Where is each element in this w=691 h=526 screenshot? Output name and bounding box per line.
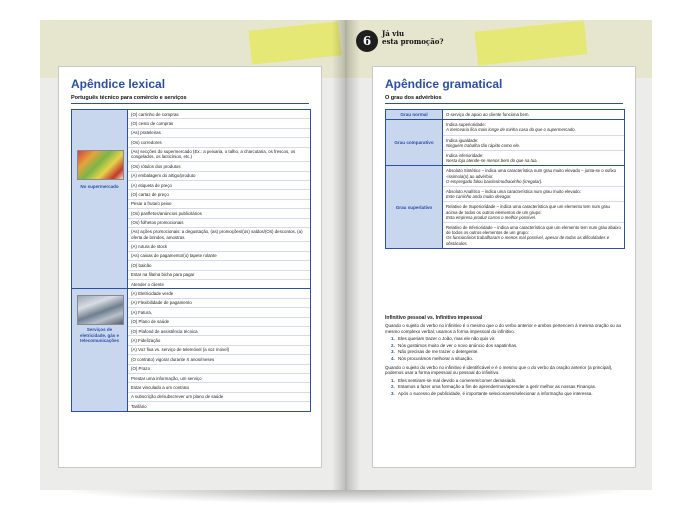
item-number: 1. [391, 377, 395, 383]
grammar-row [386, 110, 624, 120]
rule-text: O serviço de apoio ao cliente funciona bem. [446, 112, 530, 117]
grammar-cells [443, 120, 624, 165]
chapter-title [382, 30, 444, 46]
list-item: (Os) rótulos dos produtos [128, 162, 310, 171]
left-page [40, 20, 346, 490]
list-item: (O) cesto de compras [128, 119, 310, 128]
rule-text: Relativo de Inferioridade – indica uma característica que um elemento tem num grau abaixo de todos os outros elementos de um grupo: [446, 225, 621, 236]
title-rule [385, 103, 623, 104]
list-item: (O) cartaz de preço [128, 190, 310, 199]
example-text: Este carrinho anda muito devagar. [446, 194, 512, 200]
vocab-section-supermarket [72, 110, 310, 289]
grammar-cell [443, 166, 624, 187]
grammar-cell [443, 187, 624, 202]
list-item: A subscrição de/subscrever um plano de saúde [128, 393, 310, 402]
item-text: Nós procurámos melhorar a situação. [398, 355, 474, 361]
numbered-item [391, 356, 623, 362]
grammar-cell [443, 223, 624, 248]
grammar-row-label: Grau normal [386, 110, 443, 119]
section-label-cell [72, 289, 128, 410]
example-text: A mercearia fica mais longe de minha casa do que o supermercado. [446, 127, 576, 133]
item-number: 3. [391, 390, 395, 396]
chapter-title-line: esta promoção? [382, 37, 444, 46]
example-text: Ninguém trabalha tão rápido como ele. [446, 142, 521, 148]
numbered-item [391, 336, 623, 342]
chapter-number-badge: 6 [356, 30, 378, 52]
item-number: 3. [391, 349, 395, 355]
numbered-item [391, 349, 623, 355]
rule-text: Indica igualdade: [446, 137, 479, 143]
page-subtitle: O grau dos advérbios [385, 95, 442, 101]
section-label: Serviços de eletricidade, gás e telecomunicações [79, 327, 120, 344]
section-heading: Infinitivo pessoal vs. Infinitivo impessoal [385, 315, 483, 321]
rule-text: Relativo de Superioridade – indica uma característica que um elemento tem num grau acima de todos os outros elementos de um grupo: [446, 204, 610, 215]
item-number: 2. [391, 342, 395, 348]
numbered-item [391, 384, 623, 390]
list-item: (A) Flexibilidade de pagamento [128, 299, 310, 308]
vocabulary-table [71, 109, 311, 412]
rule-text: Absoluto Sintético – indica uma característica num grau muito elevado – junta-se o sufixo -íssimo/a(s) ao advérbio: [446, 168, 617, 179]
grammar-row [386, 120, 624, 166]
list-item: (O) Plafond de assistência técnica [128, 327, 310, 336]
grammar-cell [443, 151, 624, 165]
rule-text: Absoluto Analítico – indica uma característica num grau muito elevado: [446, 189, 581, 195]
page-subtitle: Português técnico para comércio e serviços [71, 95, 187, 101]
list-item: (O) Plano de saúde [128, 318, 310, 327]
grammar-cell [443, 110, 624, 119]
item-text: Eles sentiram-se mal devido a comerem/comer demasiado. [398, 377, 517, 383]
rule-text: Indica superioridade: [446, 122, 486, 128]
list-item: (A) rutura de stock [128, 242, 310, 251]
grammar-row-label: Grau superlativo [386, 166, 443, 247]
list-item: (O) Prazo [128, 365, 310, 374]
list-item: Tarifário [131, 403, 147, 409]
grammar-row [386, 166, 624, 247]
grammar-cell [443, 136, 624, 151]
supermarket-photo [77, 150, 124, 180]
numbered-item [391, 343, 623, 349]
list-item: (A) Eletricidade verde [128, 289, 310, 298]
book-gutter [332, 20, 360, 490]
item-number: 2. [391, 384, 395, 390]
item-number: 4. [391, 355, 395, 361]
right-page [346, 20, 652, 490]
infinitive-section [385, 315, 623, 398]
item-number: 1. [391, 336, 395, 342]
list-item: (As) caixas de pagamento/(o) tapete rolante [128, 252, 310, 261]
list-item: (A) Voz fixa vs. serviço de telemóvel (a voz móvel) [128, 346, 310, 355]
section-label-cell [72, 110, 128, 288]
grammar-cell [443, 202, 624, 223]
grammar-row-label: Grau comparativo [386, 120, 443, 165]
list-item: (Os) folhetos promocionais [128, 219, 310, 228]
list-item: Pesar a fruta/o peixe [128, 200, 310, 209]
list-item: (A) etiqueta de preço [128, 181, 310, 190]
vocab-list [128, 289, 310, 410]
grammar-cell [443, 120, 624, 135]
item-text: Nós gostámos muito de ver o novo anúncio dos sapatinhas. [398, 342, 518, 348]
lexical-appendix-panel [58, 66, 322, 468]
page-title: Apêndice gramatical [385, 77, 503, 91]
section-paragraph: Quando o sujeito do verbo no infinitivo é identificável e é o mesmo que o do verbo da oração anterior (a principal), podemos usar a forma impessoal ou pessoal do infinitivo. [385, 364, 613, 376]
list-item: (Os) panfletos/anúncios publicitários [128, 209, 310, 218]
list-item: (As) ações promocionais: a degustação, (as) promoções/(os) saldos/(Os) descontos, (a) oferta de brindes, amostras [128, 228, 310, 243]
list-item: Estar na fila/na bicha para pagar [128, 271, 310, 280]
numbered-item [391, 378, 623, 384]
example-text: Os funcionários trabalharam o menos mal possível, apesar de todas as dificuldades e obstáculos. [446, 235, 610, 246]
telecom-photo [77, 295, 124, 325]
example-text: O empregado falou baixíssimo/baixinho (irregular). [446, 178, 543, 184]
item-text: Eles queriam trazer o João, mas ele não quis vir. [398, 336, 496, 342]
chapter-title-line: Já viu [382, 29, 405, 38]
list-item: (A) embalagem do artigo/produto [128, 172, 310, 181]
title-rule [71, 103, 309, 104]
list-item: Atender o cliente [131, 281, 164, 287]
list-item: (A) Fidelização [128, 336, 310, 345]
grammar-cells [443, 110, 624, 119]
item-text: Estamos a fazer uma formação a fim de aprendermos/aprender a gerir melhor as nossas Finanças. [398, 384, 597, 390]
list-item: (O) carrinho de compras [128, 110, 310, 119]
page-title: Apêndice lexical [71, 77, 166, 91]
section-paragraph: Quando o sujeito do verbo no infinitivo é o mesmo que o do verbo anterior e ambos pertencem à mesma oração ou ao mesmo complexo verbal, usamos a forma impessoal do infinitivo. [385, 323, 622, 334]
vocab-list [128, 110, 310, 288]
list-item: (A) Fatura, [128, 308, 310, 317]
numbered-item [391, 391, 623, 397]
example-text: Nesta loja atende-se menos bem do que na tua. [446, 158, 538, 164]
item-text: Não precisas de me trazer o detergente. [398, 349, 479, 355]
item-text: Após o sucesso de publicidade, é importante selecionares/selecionar a informação que interessa. [398, 390, 593, 396]
adverb-degree-table [385, 109, 625, 249]
section-label: No supermercado [80, 184, 119, 189]
grammar-cells [443, 166, 624, 247]
list-item: (O) balcão [128, 261, 310, 270]
list-item: (As) secções do supermercado (Ex.: a peixaria, o talho, a charcutaria, os frescos, os congelados, os lacticínios, etc.) [128, 148, 310, 163]
list-item: (O contrato) vigorar durante X anos/meses [128, 355, 310, 364]
grammar-appendix-panel [372, 66, 636, 468]
list-item: (Os) corredores [128, 138, 310, 147]
list-item: (As) prateleiras [128, 129, 310, 138]
list-item: Prestar uma informação, um serviço [128, 374, 310, 383]
rule-text: Indica inferioridade: [446, 153, 484, 159]
example-text: Esta empresa produz carros o melhor possível. [446, 214, 537, 220]
vocab-section-utilities [72, 289, 310, 410]
list-item: Estar vinculado a um contrato [128, 383, 310, 392]
open-book [40, 20, 652, 490]
